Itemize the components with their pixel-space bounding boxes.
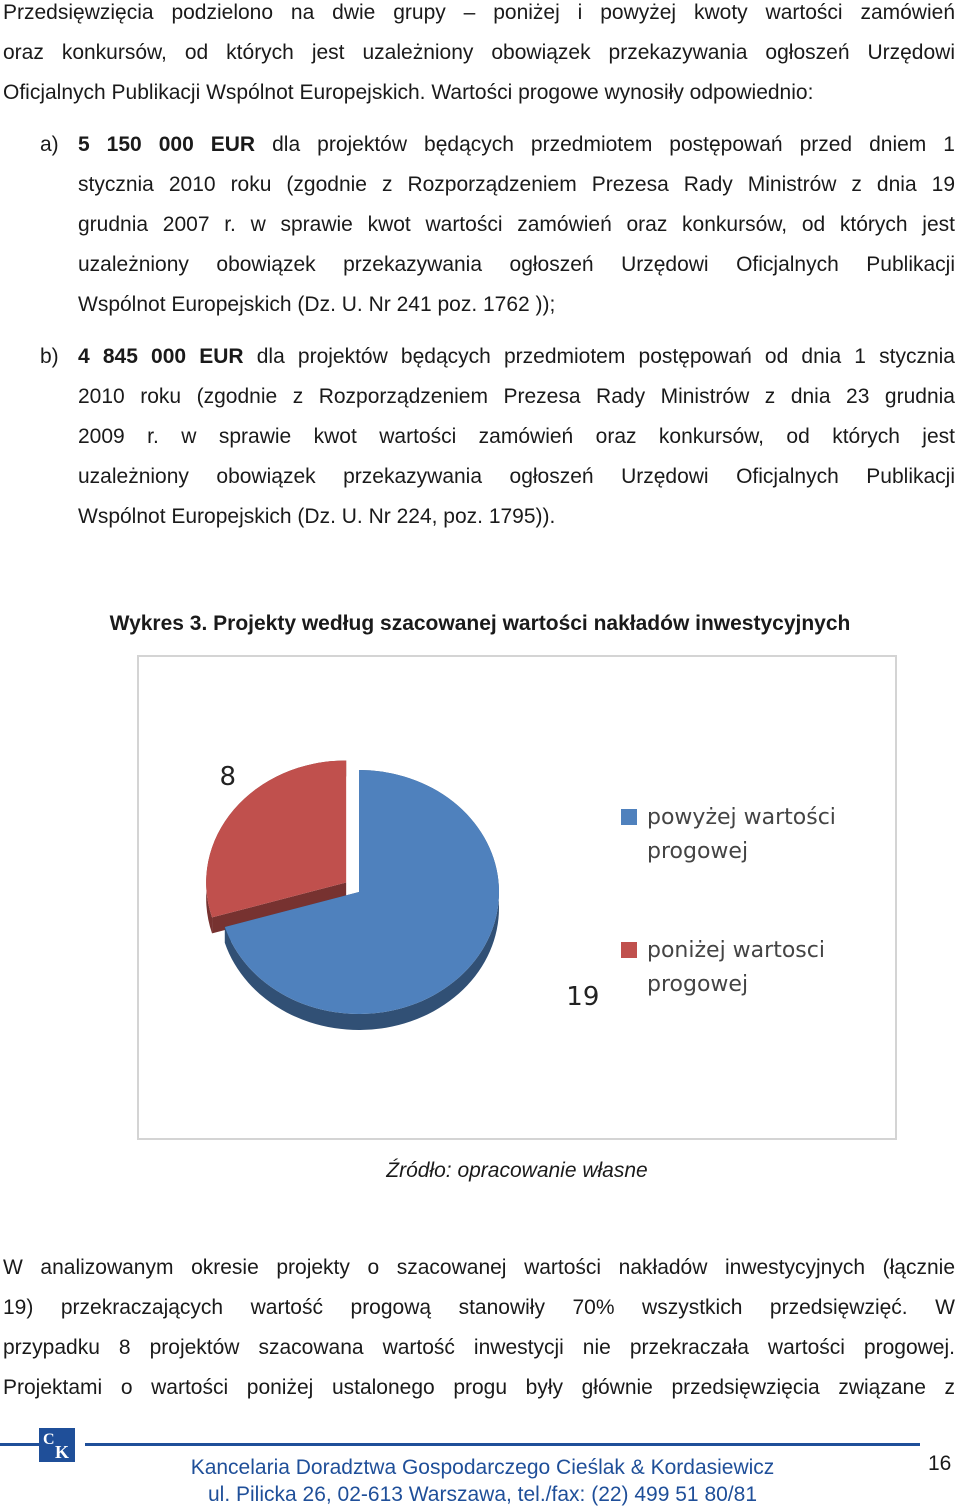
company-logo <box>39 1428 75 1462</box>
intro-line-3: Oficjalnych Publikacji Wspólnot Europejskich. Wartości progowe wynosiły odpowiednio: <box>3 81 814 104</box>
item-b-amount: 4 845 000 EUR <box>78 345 244 368</box>
body-line-2: 19) przekraczających wartość progową stanowiły 70% wszystkich przedsięwzięć. W <box>3 1296 955 1319</box>
legend-label: powyżej wartości progowej <box>647 805 836 864</box>
footer-company: Kancelaria Doradztwa Gospodarczego Cieślak & Kordasiewicz <box>190 1456 775 1479</box>
page-number: 16 <box>928 1452 952 1475</box>
item-a-line-1-rest: dla projektów będących przedmiotem postępowań przed dniem 1 <box>272 133 955 156</box>
item-b-line-3: 2009 r. w sprawie kwot wartości zamówień oraz konkursów, od których jest <box>78 425 955 448</box>
intro-line-2: oraz konkursów, od których jest uzależniony obowiązek przekazywania ogłoszeń Urzędowi <box>3 41 955 64</box>
item-a-line-2: stycznia 2010 roku (zgodnie z Rozporządzeniem Prezesa Rady Ministrów z dnia 19 <box>78 173 955 196</box>
svg-text:K: K <box>55 1442 70 1462</box>
figure-source: Źródło: opracowanie własne <box>386 1159 648 1182</box>
item-a-marker: a) <box>40 133 59 156</box>
item-a-amount: 5 150 000 EUR <box>78 133 256 156</box>
item-b-line-2: 2010 roku (zgodnie z Rozporządzeniem Prezesa Rady Ministrów z dnia 23 grudnia <box>78 385 955 408</box>
item-b-line-5: Wspólnot Europejskich (Dz. U. Nr 224, poz. 1795)). <box>78 505 556 528</box>
pie-data-label: 8 <box>219 762 237 793</box>
footer-rule-left <box>0 1443 40 1446</box>
item-b-line-1 <box>78 344 955 370</box>
body-line-1: W analizowanym okresie projekty o szacowanej wartości nakładów inwestycyjnych (łącznie <box>3 1256 955 1279</box>
footer-rule <box>85 1443 920 1446</box>
pie-chart-frame <box>137 655 897 1140</box>
body-line-3: przypadku 8 projektów szacowana wartość inwestycji nie przekraczała wartości progowej. <box>3 1336 955 1359</box>
body-line-4: Projektami o wartości poniżej ustalonego progu były głównie przedsięwzięcia związane z <box>3 1376 955 1399</box>
pie-data-label: 19 <box>566 981 600 1012</box>
legend-swatch <box>621 809 637 825</box>
item-b-marker: b) <box>40 345 59 368</box>
svg-text:C: C <box>43 1431 55 1448</box>
item-a-line-4: uzależniony obowiązek przekazywania ogłoszeń Urzędowi Oficjalnych Publikacji <box>78 253 955 276</box>
item-b-line-4: uzależniony obowiązek przekazywania ogłoszeń Urzędowi Oficjalnych Publikacji <box>78 465 955 488</box>
figure-caption: Wykres 3. Projekty według szacowanej wartości nakładów inwestycyjnych <box>109 612 851 635</box>
footer-address: ul. Pilicka 26, 02-613 Warszawa, tel./fax: (22) 499 51 80/81 <box>207 1483 757 1506</box>
intro-line-1: Przedsięwzięcia podzielono na dwie grupy – poniżej i powyżej kwoty wartości zamówień <box>3 1 955 24</box>
legend-swatch <box>621 942 637 958</box>
legend-label: poniżej wartosci progowej <box>647 938 825 997</box>
item-a-line-3: grudnia 2007 r. w sprawie kwot wartości zamówień oraz konkursów, od których jest <box>78 213 955 236</box>
item-a-line-5: Wspólnot Europejskich (Dz. U. Nr 241 poz. 1762 )); <box>78 293 556 316</box>
pie-chart <box>139 657 895 1138</box>
item-a-line-1 <box>78 132 955 158</box>
item-b-line-1-rest: dla projektów będących przedmiotem postępowań od dnia 1 stycznia <box>256 345 955 368</box>
